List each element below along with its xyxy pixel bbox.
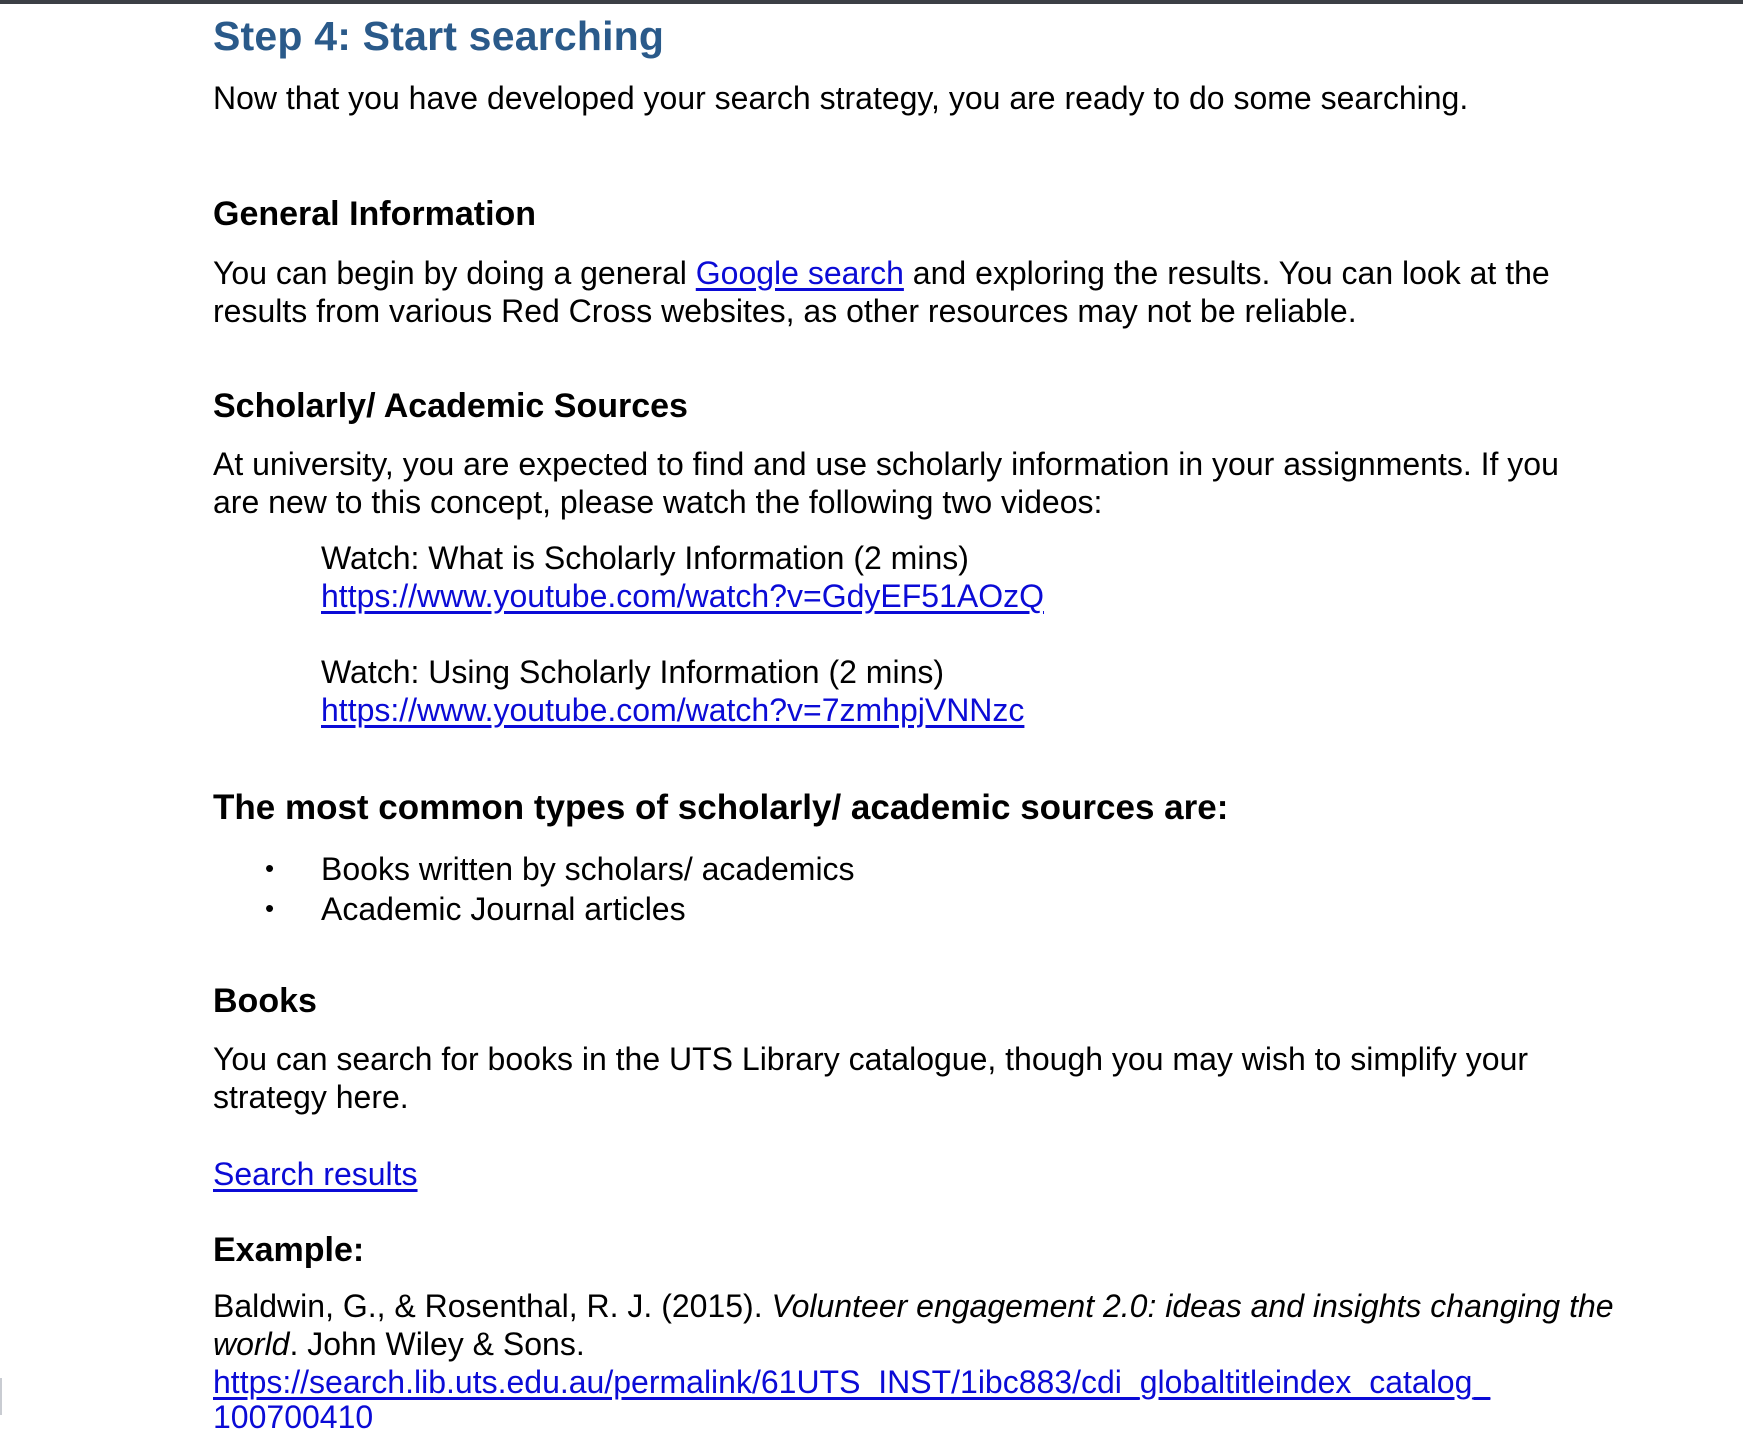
citation-authors: Baldwin, G., & Rosenthal, R. J. (2015). [213,1288,772,1324]
video-2-label: Watch: Using Scholarly Information (2 mins) [321,654,945,690]
scholarly-line-2: are new to this concept, please watch the following two videos: [213,484,1103,520]
search-results-link[interactable]: Search results [213,1156,418,1192]
source-types-heading: The most common types of scholarly/ academic sources are: [213,788,1229,827]
general-text-before: You can begin by doing a general [213,255,696,291]
video-1-link[interactable]: https://www.youtube.com/watch?v=GdyEF51AOzQ [321,578,1044,614]
books-line-1: You can search for books in the UTS Library catalogue, though you may wish to simplify your [213,1041,1529,1077]
google-search-link[interactable]: Google search [695,255,904,291]
citation-title-continued: world [213,1326,290,1362]
video-2-link[interactable]: https://www.youtube.com/watch?v=7zmhpjVNNzc [321,692,1025,728]
list-item: Academic Journal articles [321,891,686,927]
citation-line-2 [213,1325,585,1363]
page-title: Step 4: Start searching [213,13,665,59]
permalink-continuation-clipped [213,1398,513,1435]
left-edge-marker [0,1378,2,1415]
general-information-line-2: results from various Red Cross websites, as other resources may not be reliable. [213,293,1357,329]
general-information-line-1 [213,254,1550,292]
scholarly-sources-heading: Scholarly/ Academic Sources [213,387,688,425]
list-item: Books written by scholars/ academics [321,851,855,887]
permalink-continuation[interactable]: 100700410 [213,1399,374,1435]
video-1-label: Watch: What is Scholarly Information (2 mins) [321,540,969,576]
bullet-icon: • [265,853,275,883]
scholarly-line-1: At university, you are expected to find and use scholarly information in your assignments. If you [213,446,1559,482]
catalog-permalink[interactable]: https://search.lib.uts.edu.au/permalink/61UTS_INST/1ibc883/cdi_globaltitleindex_catalog_ [213,1364,1491,1400]
citation-publisher: . John Wiley & Sons. [289,1326,585,1362]
books-line-2: strategy here. [213,1079,409,1115]
books-heading: Books [213,982,317,1020]
intro-paragraph: Now that you have developed your search strategy, you are ready to do some searching. [213,80,1469,116]
bullet-icon: • [265,893,275,923]
example-heading: Example: [213,1231,365,1269]
citation-line-1 [213,1287,1614,1325]
window-top-border [0,0,1743,4]
general-information-heading: General Information [213,195,537,233]
citation-title: Volunteer engagement 2.0: ideas and insights changing the [771,1288,1614,1324]
general-text-after: and exploring the results. You can look at the [903,255,1550,291]
